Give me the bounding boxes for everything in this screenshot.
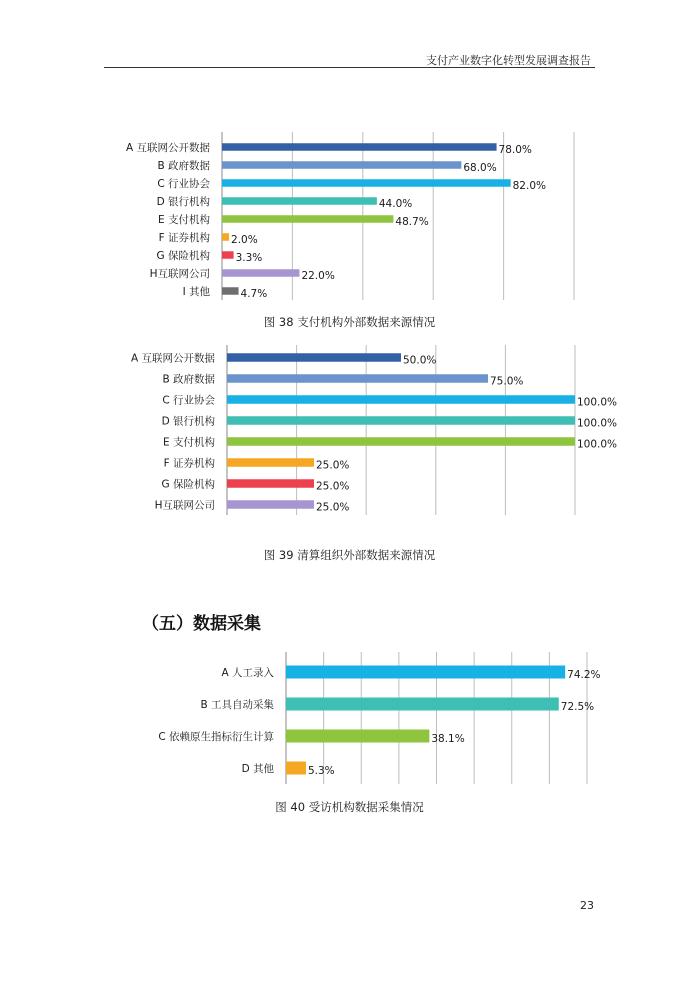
category-label: B 工具自动采集 (200, 699, 274, 711)
bar (227, 416, 575, 425)
category-label: A 人工录入 (221, 667, 274, 679)
category-label: F 证券机构 (163, 457, 215, 470)
figure-38-caption: 图 38 支付机构外部数据来源情况 (263, 315, 436, 329)
bar (227, 437, 575, 446)
figure-39-caption: 图 39 清算组织外部数据来源情况 (263, 548, 436, 562)
data-label: 4.7% (240, 288, 268, 300)
data-label: 25.0% (316, 480, 350, 493)
bar (227, 479, 314, 488)
bar (222, 215, 393, 223)
data-label: 25.0% (316, 459, 350, 472)
chart-payment-institutions-external-data (0, 132, 699, 304)
data-label: 82.0% (512, 180, 546, 192)
chart-data-collection-methods (0, 652, 699, 788)
bar (286, 730, 429, 743)
bar (222, 143, 497, 151)
header-divider (104, 67, 595, 68)
bar (286, 762, 306, 775)
figure-40-caption: 图 40 受访机构数据采集情况 (275, 800, 424, 814)
category-label: C 行业协会 (162, 394, 215, 407)
report-header-title: 支付产业数字化转型发展调查报告 (426, 54, 591, 67)
data-label: 74.2% (567, 669, 601, 681)
data-label: 5.3% (307, 765, 335, 777)
category-label: B 政府数据 (157, 160, 210, 172)
category-label: H互联网公司 (149, 268, 210, 280)
bar (222, 197, 377, 205)
page-number: 23 (580, 899, 594, 912)
bar (227, 395, 575, 404)
section-heading: （五）数据采集 (142, 614, 261, 634)
chart-clearing-organizations-external-data (0, 345, 699, 520)
category-label: E 支付机构 (163, 436, 215, 449)
bar (227, 374, 488, 383)
bar (286, 698, 559, 711)
category-label: C 行业协会 (157, 178, 210, 190)
bar (222, 251, 234, 259)
data-label: 72.5% (560, 701, 595, 713)
category-label: A 互联网公开数据 (130, 352, 215, 365)
data-label: 100.0% (577, 438, 618, 451)
data-label: 22.0% (301, 270, 335, 282)
bar (222, 287, 239, 295)
data-label: 100.0% (577, 396, 618, 409)
bar (286, 666, 565, 679)
category-label: I 其他 (182, 286, 210, 298)
bar (227, 500, 314, 509)
bar (227, 353, 401, 362)
category-label: B 政府数据 (162, 373, 215, 386)
data-label: 75.0% (490, 375, 524, 388)
category-label: F 证券机构 (158, 232, 210, 244)
category-label: G 保险机构 (161, 478, 215, 491)
data-label: 100.0% (577, 417, 618, 430)
bar (222, 161, 461, 169)
data-label: 78.0% (498, 144, 532, 156)
category-label: C 依赖原生指标衍生计算 (158, 731, 274, 743)
data-label: 68.0% (463, 162, 497, 174)
data-label: 25.0% (316, 501, 350, 514)
category-label: G 保险机构 (156, 250, 210, 262)
data-label: 38.1% (431, 733, 465, 745)
data-label: 44.0% (378, 198, 413, 210)
bar (222, 269, 299, 277)
category-label: D 银行机构 (156, 196, 210, 208)
category-label: H互联网公司 (154, 499, 215, 512)
category-label: D 银行机构 (161, 415, 215, 428)
data-label: 2.0% (231, 234, 258, 246)
category-label: A 互联网公开数据 (125, 142, 210, 154)
bar (222, 233, 229, 241)
bar (222, 179, 511, 187)
bar (227, 458, 314, 467)
data-label: 3.3% (235, 252, 263, 264)
data-label: 50.0% (403, 354, 437, 367)
category-label: D 其他 (241, 763, 274, 775)
data-label: 48.7% (395, 216, 429, 228)
category-label: E 支付机构 (158, 214, 210, 226)
